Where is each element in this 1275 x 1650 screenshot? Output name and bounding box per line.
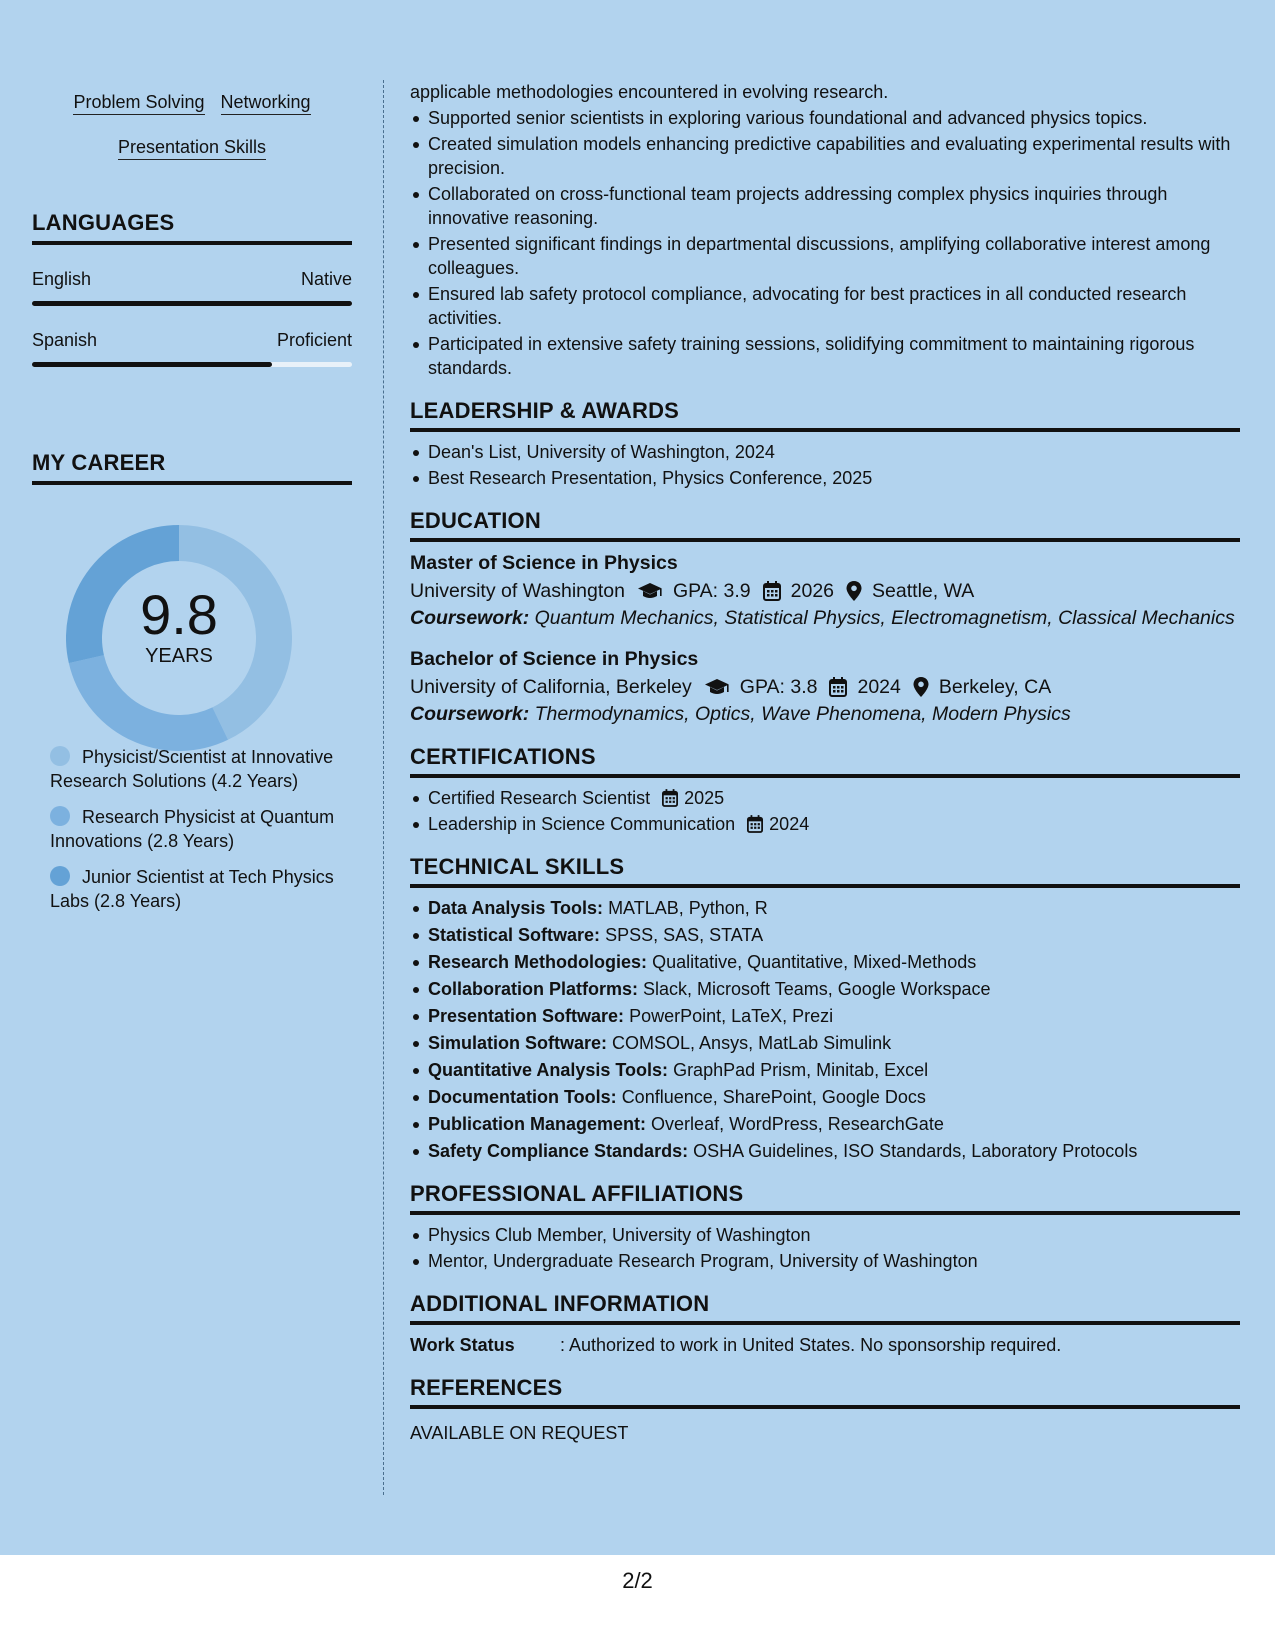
technical-skill-item	[410, 1058, 1240, 1082]
award-item: Dean's List, University of Washington, 2024	[410, 440, 1240, 464]
school-location: Seattle, WA	[872, 580, 975, 602]
graduation-cap-icon	[637, 581, 663, 601]
legend-item	[50, 745, 340, 793]
language-bar-fill	[32, 362, 272, 367]
education-item	[410, 550, 1240, 630]
technical-skill-item	[410, 1031, 1240, 1055]
education-item	[410, 646, 1240, 726]
skill-tag[interactable]: Networking	[221, 91, 311, 115]
degree-title: Bachelor of Science in Physics	[410, 648, 699, 670]
certifications-heading: CERTIFICATIONS	[410, 744, 1240, 778]
legend-label: Physicist/Scientist at Innovative Research Solutions (4.2 Years)	[50, 747, 334, 791]
coursework	[410, 606, 1240, 630]
skill-tags	[32, 80, 352, 170]
language-bar-fill	[32, 301, 352, 306]
technical-skills-list	[410, 896, 1240, 1163]
skill-category: Simulation Software:	[428, 1033, 608, 1053]
technical-skill-item	[410, 1085, 1240, 1109]
languages-heading: LANGUAGES	[32, 210, 352, 245]
experience-bullets	[410, 106, 1240, 380]
work-status-label: Work Status	[410, 1335, 515, 1355]
technical-skill-item	[410, 977, 1240, 1001]
legend-label: Research Physicist at Quantum Innovations (2.8 Years)	[50, 807, 335, 851]
affiliations-list	[410, 1223, 1240, 1273]
experience-continued-line: applicable methodologies encountered in evolving research.	[410, 82, 889, 102]
experience-bullet: Collaborated on cross-functional team projects addressing complex physics inquiries through innovative reasoning.	[410, 182, 1240, 230]
graduation-year: 2026	[790, 580, 835, 602]
skill-values: Qualitative, Quantitative, Mixed-Methods	[652, 952, 977, 972]
references-heading: REFERENCES	[410, 1375, 1240, 1409]
experience-continued	[410, 80, 1240, 380]
language-level: Native	[300, 269, 352, 289]
education-meta	[410, 672, 1240, 702]
calendar-icon	[747, 815, 765, 833]
coursework-label: Coursework:	[410, 607, 530, 629]
skill-values: OSHA Guidelines, ISO Standards, Laboratory Protocols	[693, 1141, 1138, 1161]
experience-bullet: Presented significant findings in departmental discussions, amplifying collaborative interest among colleagues.	[410, 232, 1240, 280]
certification-year: 2025	[684, 788, 725, 808]
certification-name: Certified Research Scientist	[428, 788, 651, 808]
work-status-row	[410, 1333, 1240, 1357]
affiliations-heading: PROFESSIONAL AFFILIATIONS	[410, 1181, 1240, 1215]
affiliation-item: Mentor, Undergraduate Research Program, University of Washington	[410, 1249, 1240, 1273]
work-status-value: : Authorized to work in United States. No sponsorship required.	[560, 1335, 1062, 1355]
awards-heading: LEADERSHIP & AWARDS	[410, 398, 1240, 432]
technical-skill-item	[410, 950, 1240, 974]
skill-values: PowerPoint, LaTeX, Prezi	[629, 1006, 834, 1026]
calendar-icon	[829, 677, 847, 697]
technical-skill-item	[410, 1112, 1240, 1136]
career-total-unit: YEARS	[145, 645, 213, 667]
certification-item	[410, 786, 1240, 810]
left-column	[32, 80, 352, 911]
skill-tag[interactable]: Problem Solving	[73, 91, 204, 115]
experience-bullet: Ensured lab safety protocol compliance, advocating for best practices in all conducted research activities.	[410, 282, 1240, 330]
skill-values: Confluence, SharePoint, Google Docs	[621, 1087, 926, 1107]
skill-category: Statistical Software:	[428, 925, 601, 945]
legend-dot	[50, 866, 70, 886]
language-bar	[32, 362, 352, 367]
coursework-list: Quantum Mechanics, Statistical Physics, Electromagnetism, Classical Mechanics	[534, 607, 1235, 629]
column-divider	[383, 80, 384, 1495]
school-location: Berkeley, CA	[938, 676, 1052, 698]
skill-category: Publication Management:	[428, 1114, 647, 1134]
legend-item	[50, 865, 340, 913]
school-name: University of California, Berkeley	[410, 676, 692, 698]
right-column	[410, 80, 1240, 1445]
skill-category: Quantitative Analysis Tools:	[428, 1060, 669, 1080]
education-heading: EDUCATION	[410, 508, 1240, 542]
languages-section	[32, 210, 352, 367]
certification-year: 2024	[769, 814, 810, 834]
language-name: English	[32, 269, 92, 289]
skill-values: Overleaf, WordPress, ResearchGate	[651, 1114, 944, 1134]
career-donut-chart	[32, 485, 352, 745]
experience-bullet: Created simulation models enhancing predictive capabilities and evaluating experimental results with precision.	[410, 132, 1240, 180]
coursework-label: Coursework:	[410, 703, 530, 725]
affiliation-item: Physics Club Member, University of Washington	[410, 1223, 1240, 1247]
language-item	[32, 269, 352, 306]
coursework	[410, 702, 1240, 726]
technical-skill-item	[410, 923, 1240, 947]
legend-dot	[50, 806, 70, 826]
references-text: AVAILABLE ON REQUEST	[410, 1423, 629, 1443]
graduation-cap-icon	[704, 677, 730, 697]
language-level: Proficient	[276, 330, 352, 350]
certifications-list	[410, 786, 1240, 836]
calendar-icon	[662, 789, 680, 807]
technical-skill-item	[410, 1139, 1240, 1163]
gpa: GPA: 3.8	[739, 676, 818, 698]
technical-skill-item	[410, 1004, 1240, 1028]
experience-bullet: Participated in extensive safety training sessions, solidifying commitment to maintaining rigorous standards.	[410, 332, 1240, 380]
certification-name: Leadership in Science Communication	[428, 814, 736, 834]
legend-item	[50, 805, 340, 853]
coursework-list: Thermodynamics, Optics, Wave Phenomena, Modern Physics	[534, 703, 1071, 725]
map-pin-icon	[913, 677, 929, 697]
career-section	[32, 450, 352, 925]
skill-category: Safety Compliance Standards:	[428, 1141, 689, 1161]
technical-skill-item	[410, 896, 1240, 920]
skill-values: GraphPad Prism, Minitab, Excel	[673, 1060, 929, 1080]
additional-info-heading: ADDITIONAL INFORMATION	[410, 1291, 1240, 1325]
graduation-year: 2024	[857, 676, 901, 698]
skill-values: COMSOL, Ansys, MatLab Simulink	[612, 1033, 892, 1053]
career-total-value: 9.8	[140, 583, 218, 646]
skill-values: MATLAB, Python, R	[608, 898, 768, 918]
language-name: Spanish	[32, 330, 98, 350]
experience-bullet: Supported senior scientists in exploring various foundational and advanced physics topics.	[410, 106, 1240, 130]
skill-category: Documentation Tools:	[428, 1087, 617, 1107]
gpa: GPA: 3.9	[672, 580, 751, 602]
technical-skills-heading: TECHNICAL SKILLS	[410, 854, 1240, 888]
skill-category: Research Methodologies:	[428, 952, 648, 972]
career-legend	[50, 745, 340, 913]
calendar-icon	[763, 581, 781, 601]
skill-category: Presentation Software:	[428, 1006, 625, 1026]
career-heading: MY CAREER	[32, 450, 352, 485]
degree-title: Master of Science in Physics	[410, 552, 678, 574]
school-name: University of Washington	[410, 580, 625, 602]
language-item	[32, 330, 352, 367]
skill-tag[interactable]: Presentation Skills	[118, 136, 266, 160]
language-bar	[32, 301, 352, 306]
skill-category: Collaboration Platforms:	[428, 979, 639, 999]
donut-segment	[86, 659, 220, 733]
award-item: Best Research Presentation, Physics Conference, 2025	[410, 466, 1240, 490]
skill-values: Slack, Microsoft Teams, Google Workspace	[643, 979, 991, 999]
map-pin-icon	[846, 581, 862, 601]
legend-label: Junior Scientist at Tech Physics Labs (2.8 Years)	[50, 867, 334, 911]
certification-item	[410, 812, 1240, 836]
awards-list	[410, 440, 1240, 490]
skill-values: SPSS, SAS, STATA	[605, 925, 764, 945]
education-meta	[410, 576, 1240, 606]
skill-category: Data Analysis Tools:	[428, 898, 604, 918]
page-number: 2/2	[622, 1568, 653, 1593]
